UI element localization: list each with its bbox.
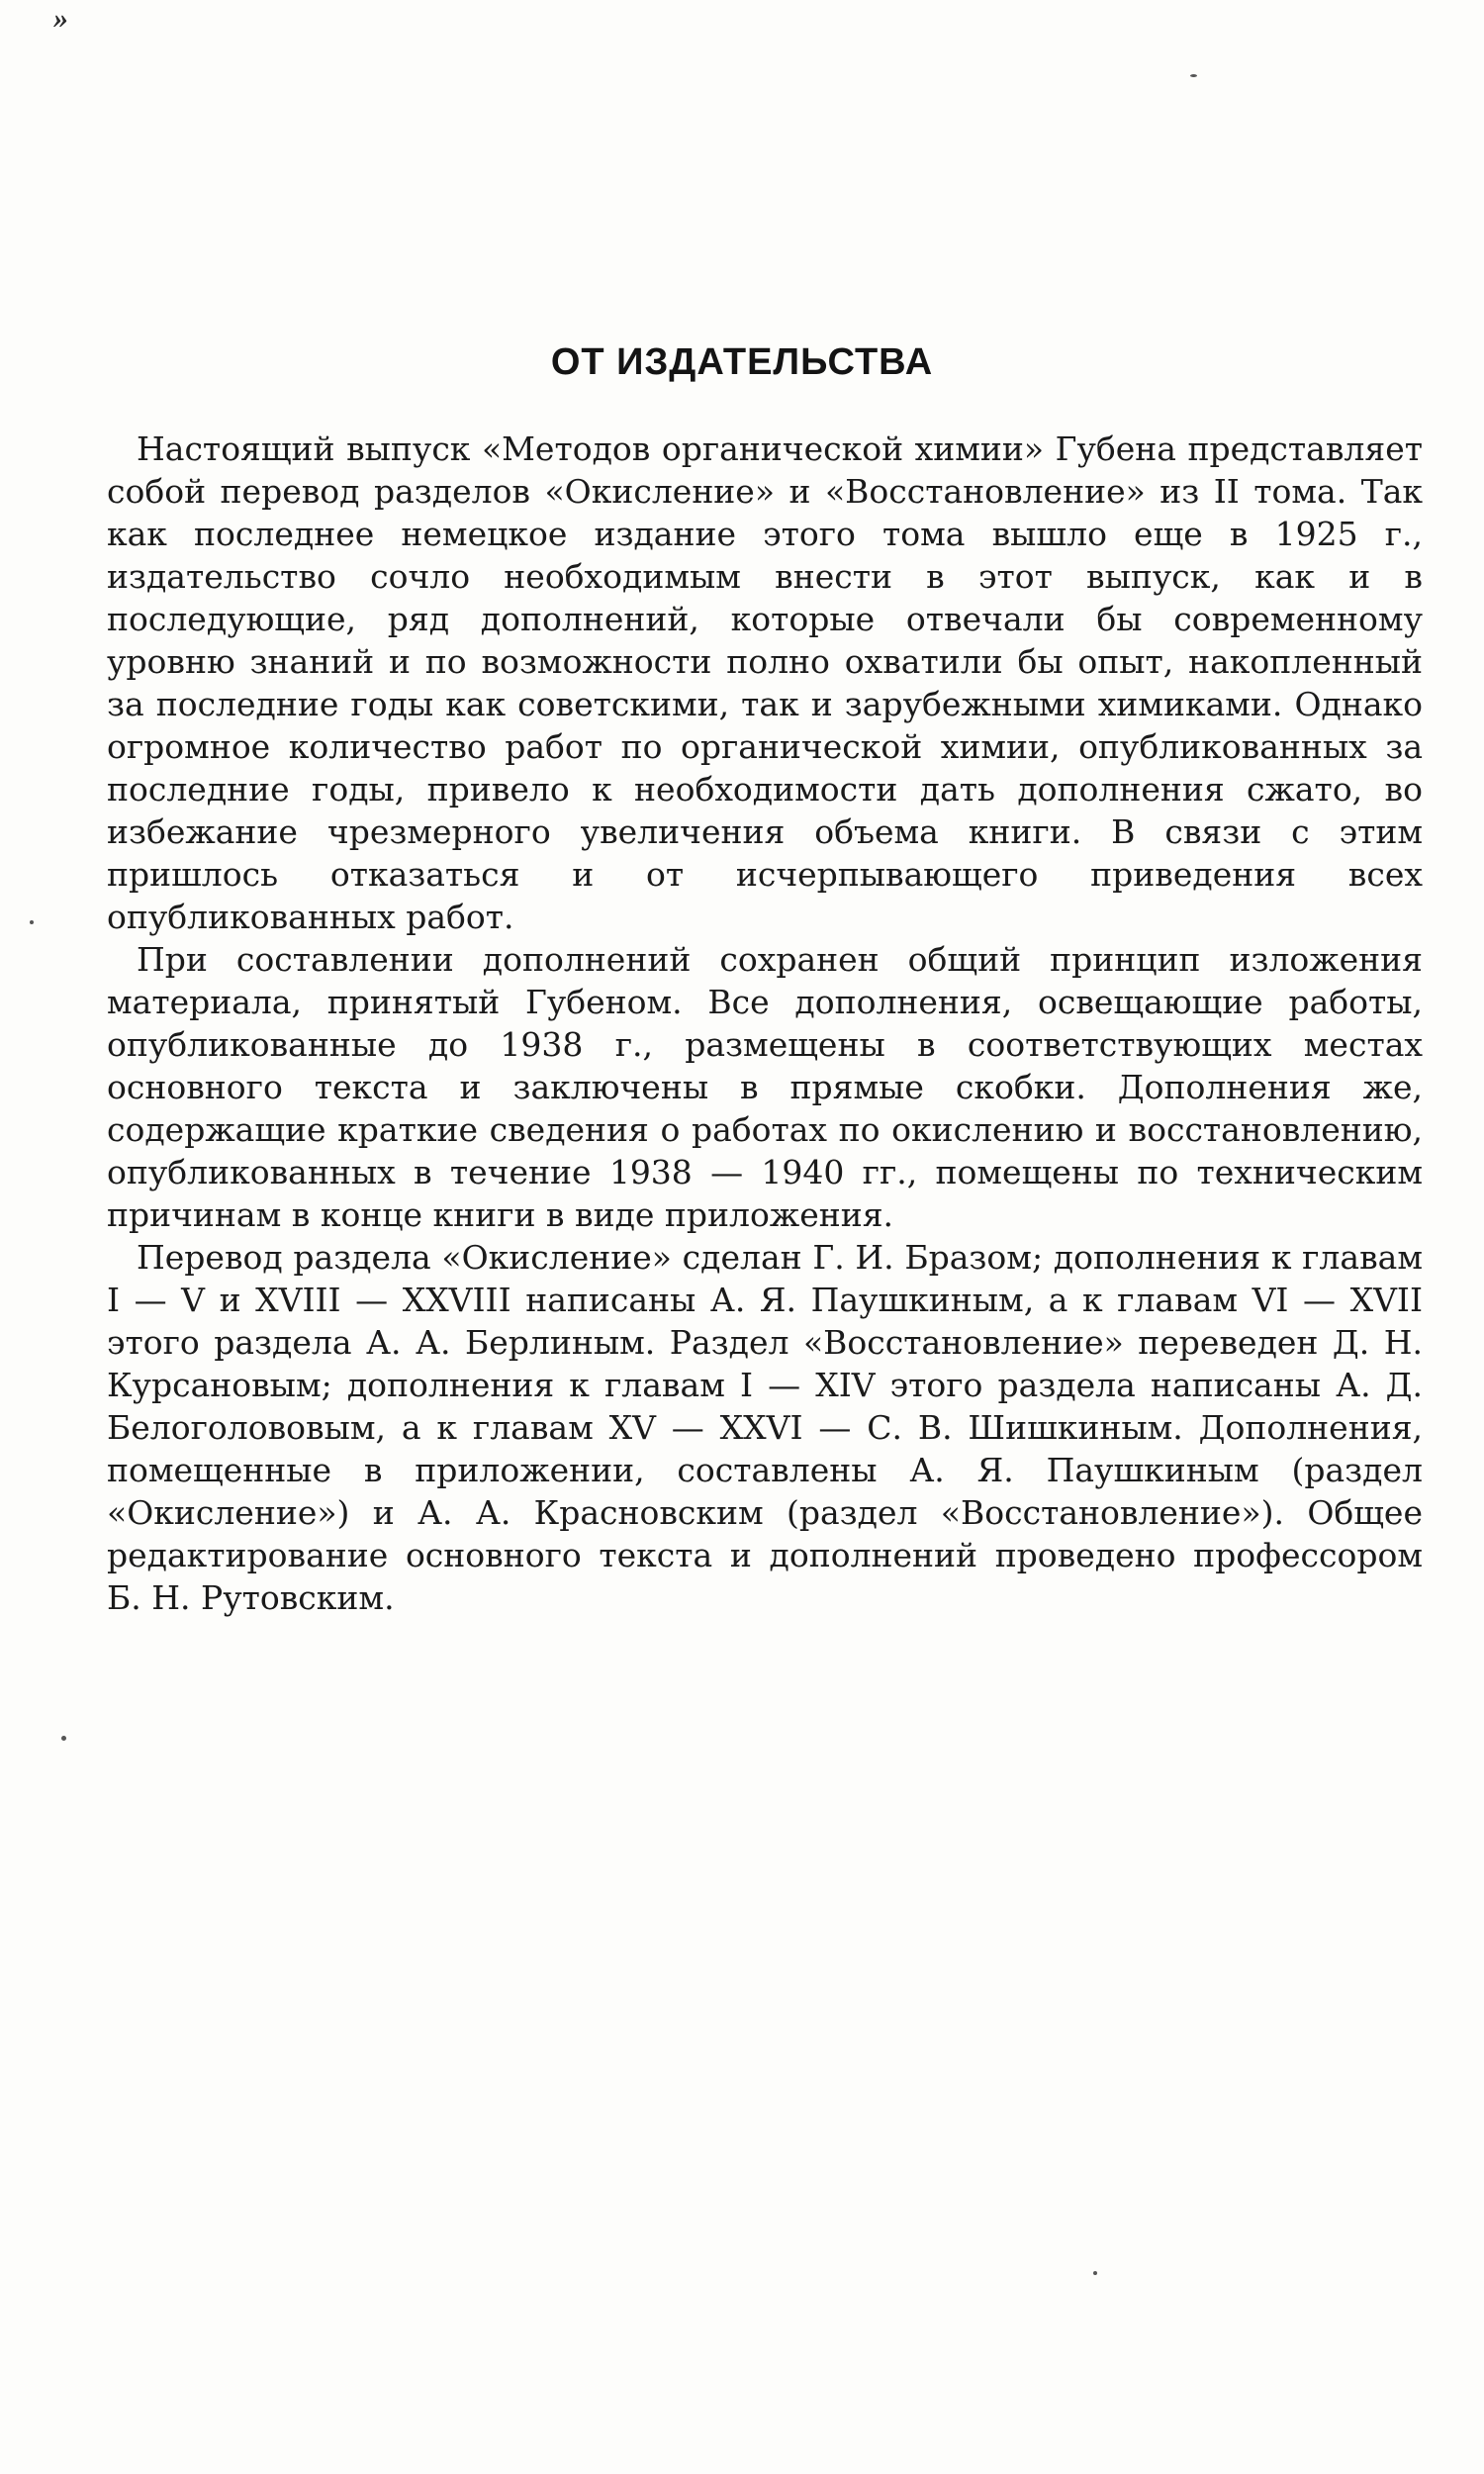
scan-speck bbox=[1190, 74, 1197, 77]
page-title: ОТ ИЗДАТЕЛЬСТВА bbox=[550, 341, 934, 383]
page-corner-mark: » bbox=[53, 2, 68, 35]
scan-speck bbox=[1093, 2271, 1097, 2275]
paragraph-credits: Перевод раздела «Окисление» сделан Г. И. Бразом; дополнения к главам I — V и XVIII — XXVIII написаны А. Я. Паушкиным, а к главам VI — XVII этого раздела А. А. Берлиным. Раздел «Восстановление» переведен Д. Н. Курсановым; дополнения к главам I — XIV этого раздела написаны А. Д. Белоголововым, а к главам XV — XXVI — С. В. Шишкиным. Дополнения, помещенные в приложении, составлены А. Я. Паушкиным (раздел «Окисление») и А. А. Красновским (раздел «Восстановление»). Общее редактирование основного текста и дополнений проведено профессором Б. Н. Рутовским. bbox=[107, 1238, 1423, 1617]
paragraph-intro: Настоящий выпуск «Методов органической химии» Губена представляет собой перевод разделов «Окисление» и «Восстановление» из II тома. Так как последнее немецкое издание этого тома вышло еще в 1925 г., издательство сочло необходимым внести в этот выпуск, как и в последующие, ряд дополнений, которые отвечали бы современному уровню знаний и по возможности полно охватили бы опыт, накопленный за последние годы как советскими, так и зарубежными химиками. Однако огромное количество работ по органической химии, опубликованных за последние годы, привело к необходимости дать дополнения сжато, во избежание чрезмерного увеличения объема книги. В связи с этим пришлось отказаться и от исчерпывающего приведения всех опубликованных работ. bbox=[107, 429, 1423, 936]
scan-speck bbox=[30, 920, 34, 924]
body-text bbox=[107, 428, 1423, 1619]
paragraph-supplements: При составлении дополнений сохранен общий принцип изложения материала, принятый Губеном. Все дополнения, освещающие работы, опубликованные до 1938 г., размещены в соответствующих местах основного текста и заключены в прямые скобки. Дополнения же, содержащие краткие сведения о работах по окислению и восстановлению, опубликованных в течение 1938 — 1940 гг., помещены по техническим причинам в конце книги в виде приложения. bbox=[107, 940, 1423, 1234]
scan-speck bbox=[61, 1736, 66, 1741]
